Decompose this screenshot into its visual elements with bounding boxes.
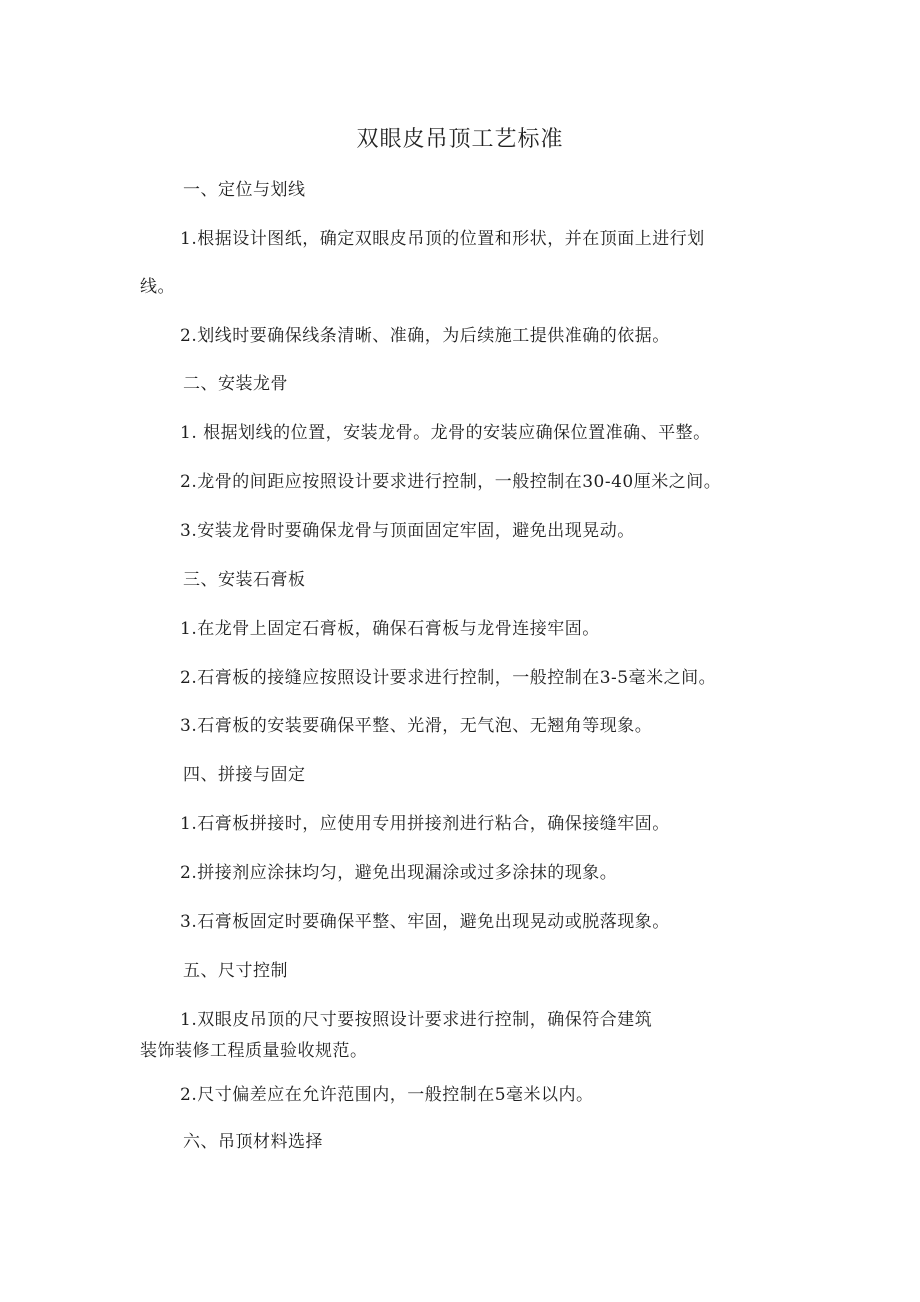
- section-heading-3: 三、安装石膏板: [183, 570, 306, 590]
- section-heading-5: 五、尺寸控制: [183, 961, 288, 981]
- section-heading-4: 四、拼接与固定: [183, 765, 306, 785]
- paragraph-line: 1.根据设计图纸，确定双眼皮吊顶的位置和形状，并在顶面上进行划: [180, 229, 705, 249]
- paragraph-line: 2.龙骨的间距应按照设计要求进行控制，一般控制在30-40厘米之间。: [180, 472, 722, 492]
- paragraph-line: 3.石膏板固定时要确保平整、牢固，避免出现晃动或脱落现象。: [180, 912, 670, 932]
- section-heading-2: 二、安装龙骨: [183, 374, 288, 394]
- paragraph-line: 2.划线时要确保线条清晰、准确，为后续施工提供准确的依据。: [180, 326, 670, 346]
- paragraph-line: 3.安装龙骨时要确保龙骨与顶面固定牢固，避免出现晃动。: [180, 521, 635, 541]
- paragraph-line: 2.石膏板的接缝应按照设计要求进行控制，一般控制在3-5毫米之间。: [180, 668, 717, 688]
- section-heading-6: 六、吊顶材料选择: [183, 1132, 323, 1152]
- paragraph-line: 线。: [140, 277, 175, 297]
- section-heading-1: 一、定位与划线: [183, 180, 306, 200]
- paragraph-line: 2.尺寸偏差应在允许范围内，一般控制在5毫米以内。: [180, 1085, 594, 1105]
- paragraph-line: 2.拼接剂应涂抹均匀，避免出现漏涂或过多涂抹的现象。: [180, 863, 618, 883]
- paragraph-line: 1.在龙骨上固定石膏板，确保石膏板与龙骨连接牢固。: [180, 619, 600, 639]
- document-title: 双眼皮吊顶工艺标准: [356, 127, 564, 152]
- paragraph-line: 1. 根据划线的位置，安装龙骨。龙骨的安装应确保位置准确、平整。: [180, 423, 711, 443]
- paragraph-line: 3.石膏板的安装要确保平整、光滑，无气泡、无翘角等现象。: [180, 716, 653, 736]
- paragraph-line: 1.石膏板拼接时，应使用专用拼接剂进行粘合，确保接缝牢固。: [180, 814, 670, 834]
- paragraph-line: 1.双眼皮吊顶的尺寸要按照设计要求进行控制，确保符合建筑: [180, 1010, 653, 1030]
- paragraph-line: 装饰装修工程质量验收规范。: [140, 1041, 368, 1061]
